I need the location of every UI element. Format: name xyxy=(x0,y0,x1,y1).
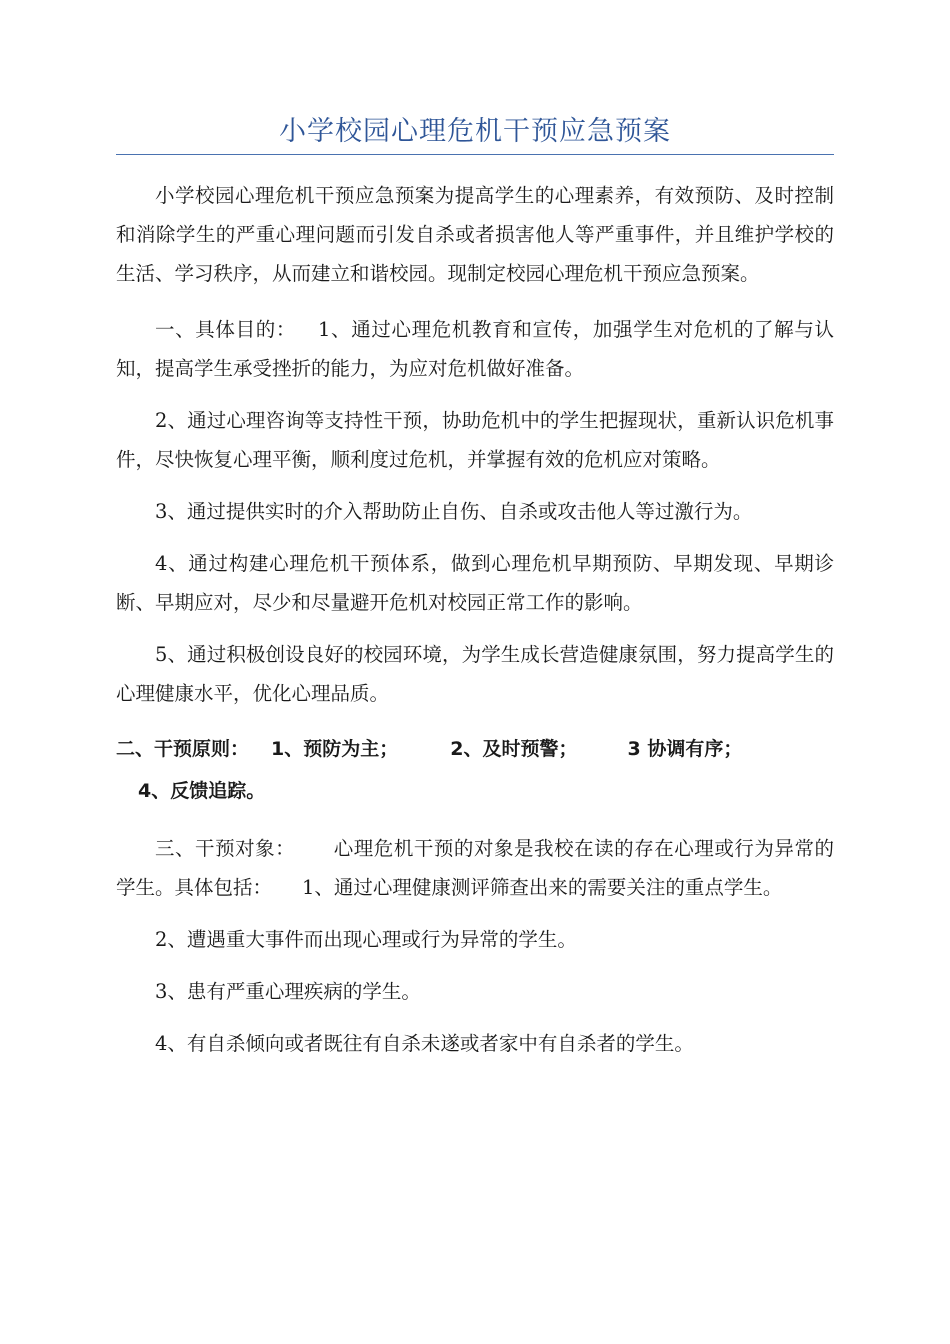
section3-paragraph xyxy=(116,829,834,907)
document-title: 小学校园心理危机干预应急预案 xyxy=(279,116,671,147)
section3-item2: 2、遭遇重大事件而出现心理或行为异常的学生。 xyxy=(155,928,577,951)
section3-item4: 4、有自杀倾向或者既往有自杀未遂或者家中有自杀者的学生。 xyxy=(155,1032,694,1055)
section1-item1: 1、通过心理危机教育和宣传，加强学生对危机的了解与认知，提高学生承受挫折的能力，为应对危机做好准备。 xyxy=(116,318,834,380)
section1-item2: 2、通过心理咨询等支持性干预，协助危机中的学生把握现状，重新认识危机事件，尽快恢复心理平衡，顺利度过危机，并掌握有效的危机应对策略。 xyxy=(116,409,834,471)
principle-3: 3 协调有序； xyxy=(627,738,743,760)
section3-item3: 3、患有严重心理疾病的学生。 xyxy=(155,980,421,1003)
section1-item3: 3、通过提供实时的介入帮助防止自伤、自杀或攻击他人等过激行为。 xyxy=(155,500,753,523)
section3-heading: 三、干预对象： xyxy=(155,837,296,860)
section1-item1-paragraph xyxy=(116,310,834,388)
principle-2: 2、及时预警； xyxy=(450,738,578,760)
section2-principles-line xyxy=(116,728,834,770)
section2-heading: 二、干预原则： xyxy=(116,738,250,760)
section1-heading: 一、具体目的： xyxy=(155,318,296,341)
section3-lead: 心理危机干预的对象是我校在读的存在心理或行为异常的学生。具体包括： xyxy=(116,837,834,899)
document-body xyxy=(116,176,834,1063)
section1-item5: 5、通过积极创设良好的校园环境，为学生成长营造健康氛围，努力提高学生的心理健康水平，优化心理品质。 xyxy=(116,643,834,705)
section1-item4: 4、通过构建心理危机干预体系，做到心理危机早期预防、早期发现、早期诊断、早期应对，尽少和尽量避开危机对校园正常工作的影响。 xyxy=(116,552,834,614)
intro-paragraph: 小学校园心理危机干预应急预案为提高学生的心理素养，有效预防、及时控制和消除学生的严重心理问题而引发自杀或者损害他人等严重事件，并且维护学校的生活、学习秩序，从而建立和谐校园。现制定校园心理危机干预应急预案。 xyxy=(116,184,834,285)
principle-1: 1、预防为主； xyxy=(271,738,399,760)
principle-4: 4、反馈追踪。 xyxy=(138,780,266,802)
section3-item1: 1、通过心理健康测评筛查出来的需要关注的重点学生。 xyxy=(302,876,783,899)
title-underline xyxy=(116,154,834,155)
